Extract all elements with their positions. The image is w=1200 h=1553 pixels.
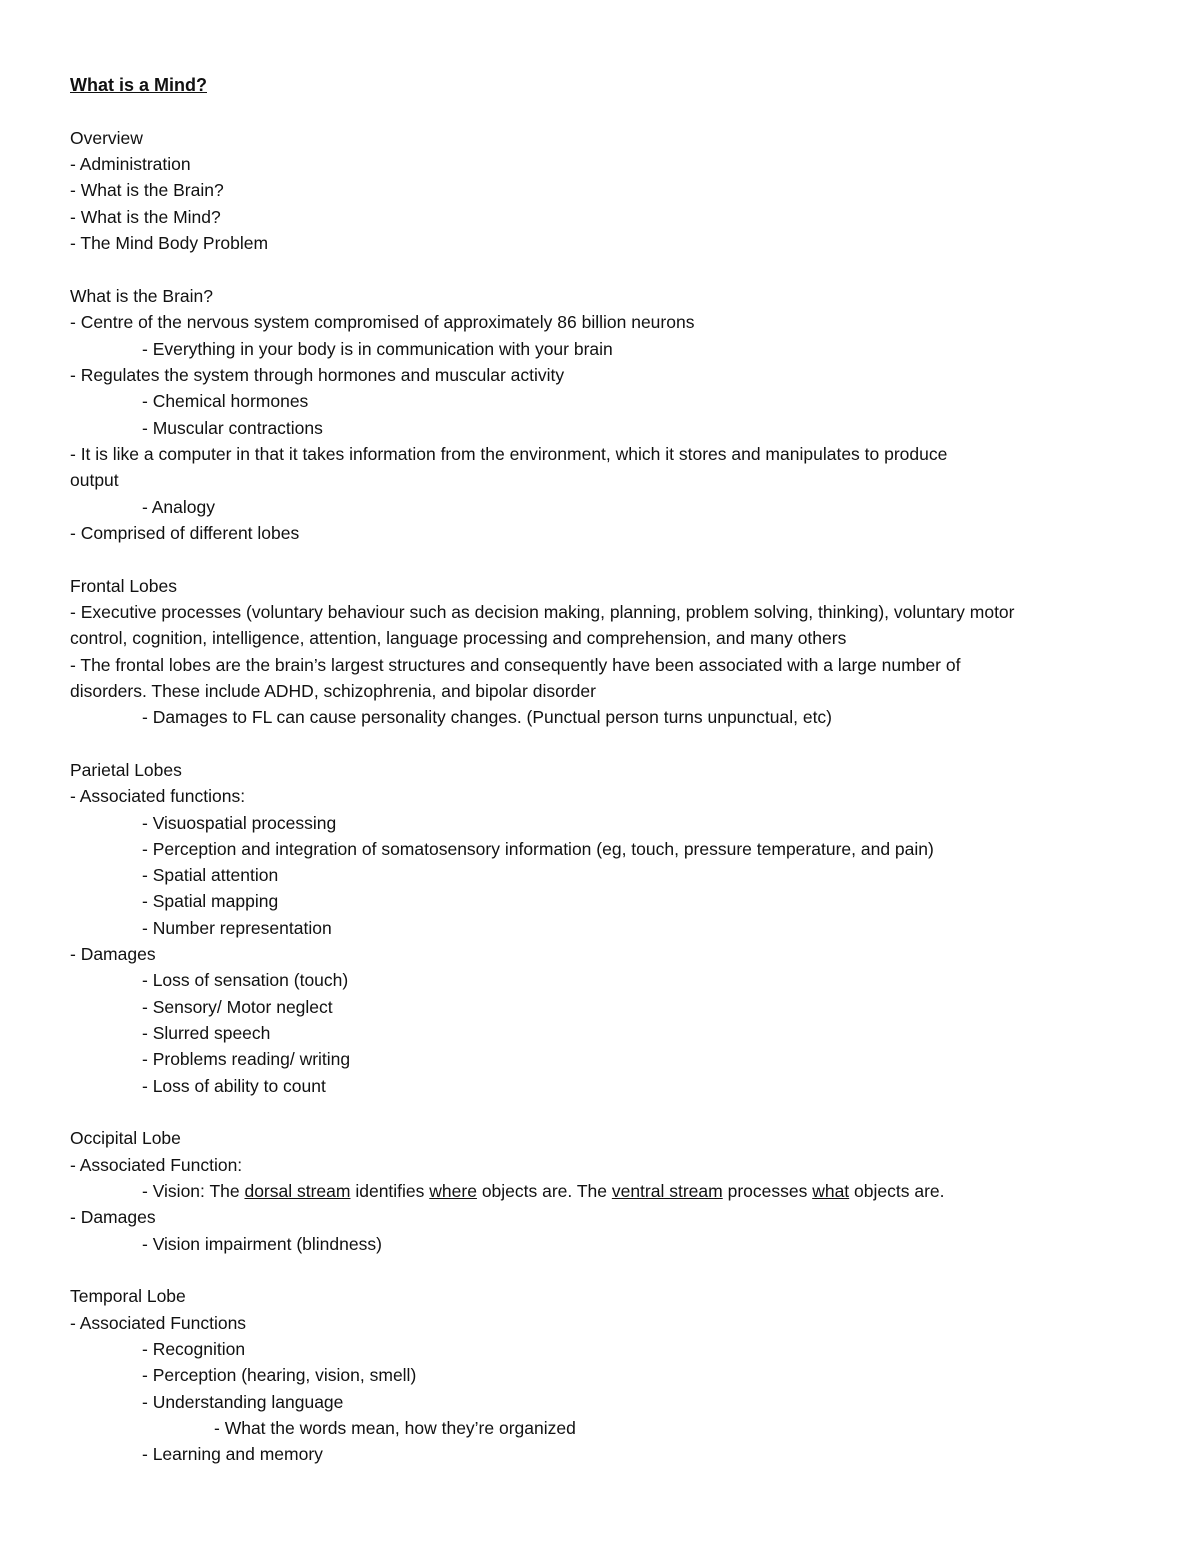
vision-text: identifies [350,1181,430,1201]
text-line: - Problems reading/ writing [142,1049,351,1069]
text-line: - Visuospatial processing [142,813,337,833]
vision-suffix: objects are. [849,1181,945,1201]
text-line: - Spatial mapping [142,891,279,911]
text-line: - Spatial attention [142,865,279,885]
text-line: disorders. These include ADHD, schizophrenia, and bipolar disorder [70,681,596,701]
text-line: - Analogy [142,497,215,517]
section-heading-parietal: Parietal Lobes [70,760,182,780]
overview-item: - Administration [70,154,191,174]
text-line: - What the words mean, how they’re organized [214,1418,576,1438]
text-line: - Vision impairment (blindness) [142,1234,382,1254]
vision-prefix: - Vision: The [142,1181,245,1201]
text-line: - Sensory/ Motor neglect [142,997,333,1017]
text-line: - Damages [70,944,156,964]
overview-item: - What is the Brain? [70,180,224,200]
text-line: - The frontal lobes are the brain’s largest structures and consequently have been associated with a large number of [70,655,961,675]
overview-item: - The Mind Body Problem [70,233,269,253]
section-heading-temporal: Temporal Lobe [70,1286,186,1306]
text-line: - Comprised of different lobes [70,523,300,543]
text-line: - Centre of the nervous system compromised of approximately 86 billion neurons [70,312,695,332]
text-line: - Perception and integration of somatosensory information (eg, touch, pressure temperature, and pain) [142,839,934,859]
text-line: output [70,470,119,490]
vision-text: processes [722,1181,813,1201]
term-where: where [429,1181,477,1201]
term-what: what [812,1181,850,1201]
text-line: - Understanding language [142,1392,344,1412]
section-heading-overview: Overview [70,128,143,148]
overview-item: - What is the Mind? [70,207,221,227]
text-line: - It is like a computer in that it takes information from the environment, which it stores and manipulates to produce [70,444,948,464]
text-line: - Perception (hearing, vision, smell) [142,1365,417,1385]
text-line: - Loss of sensation (touch) [142,970,349,990]
text-line: - Executive processes (voluntary behaviour such as decision making, planning, problem solving, thinking), voluntary motor [70,602,1015,622]
vision-text: objects are. The [476,1181,612,1201]
text-line: - Number representation [142,918,332,938]
text-line: - Muscular contractions [142,418,323,438]
text-line: - Learning and memory [142,1444,323,1464]
text-line: - Associated Functions [70,1313,247,1333]
text-line: - Loss of ability to count [142,1076,326,1096]
vision-line [142,1178,945,1204]
text-line: - Damages [70,1207,156,1227]
section-heading-frontal: Frontal Lobes [70,576,178,596]
text-line: - Regulates the system through hormones and muscular activity [70,365,565,385]
text-line: - Slurred speech [142,1023,271,1043]
text-line: - Chemical hormones [142,391,309,411]
section-heading-brain: What is the Brain? [70,286,213,306]
text-line: - Associated Function: [70,1155,243,1175]
term-ventral-stream: ventral stream [611,1181,723,1201]
page-title: What is a Mind? [70,75,207,95]
term-dorsal-stream: dorsal stream [244,1181,351,1201]
text-line: control, cognition, intelligence, attention, language processing and comprehension, and many others [70,628,847,648]
text-line: - Associated functions: [70,786,246,806]
text-line: - Everything in your body is in communication with your brain [142,339,613,359]
text-line: - Recognition [142,1339,246,1359]
text-line: - Damages to FL can cause personality changes. (Punctual person turns unpunctual, etc) [142,707,833,727]
section-heading-occipital: Occipital Lobe [70,1128,181,1148]
